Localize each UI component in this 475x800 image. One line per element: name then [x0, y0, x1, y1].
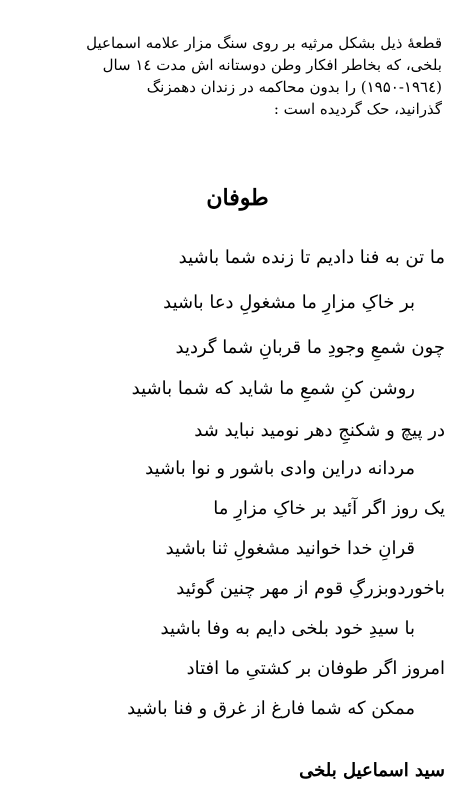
poem-verse: یک روز اگر آئید بر خاکِ مزارِ ما	[213, 498, 445, 519]
poem-verse: بر خاکِ مزارِ ما مشغولِ دعا باشید	[163, 292, 415, 313]
poem-verse: باخوردوبزرگِ قوم از مهر چنین گوئید	[176, 578, 445, 599]
intro-line: بلخی، که بخاطر افکار وطن دوستانه اش مدت ۱٤ سال	[102, 56, 442, 74]
poem-verse: روشن کنِ شمعِ ما شاید که شما باشید	[131, 378, 415, 399]
author-signature: سید اسماعیل بلخی	[299, 760, 445, 781]
intro-line: گذرانید، حک گردیده است :	[273, 100, 442, 118]
poem-verse: مردانه دراین وادی باشور و نوا باشید	[145, 458, 415, 479]
poem-verse: قرانِ خدا خوانید مشغولِ ثنا باشید	[165, 538, 415, 559]
poem-verse: ما تن به فنا دادیم تا زنده شما باشید	[178, 247, 445, 268]
intro-line: (۱۹۵۰-۱۹٦٤) را بدون محاکمه در زندان دهمزنگ	[146, 78, 442, 96]
intro-line: قطعهٔ ذیل بشکل مرثیه بر روی سنگ مزار علامه اسماعیل	[86, 34, 442, 52]
intro-paragraph	[30, 32, 442, 120]
poem-verse: با سیدِ خود بلخی دایم به وفا باشید	[160, 618, 415, 639]
poem-verse: امروز اگر طوفان بر کشتیِ ما افتاد	[186, 658, 445, 679]
poem-title: طوفان	[206, 185, 269, 211]
poem-verse: در پیچ و شکنجِ دهر نومید نباید شد	[194, 420, 445, 441]
poem-verse: ممکن که شما فارغ از غرق و فنا باشید	[127, 698, 415, 719]
poem-verse: چون شمعِ وجودِ ما قربانِ شما گردید	[175, 337, 445, 358]
